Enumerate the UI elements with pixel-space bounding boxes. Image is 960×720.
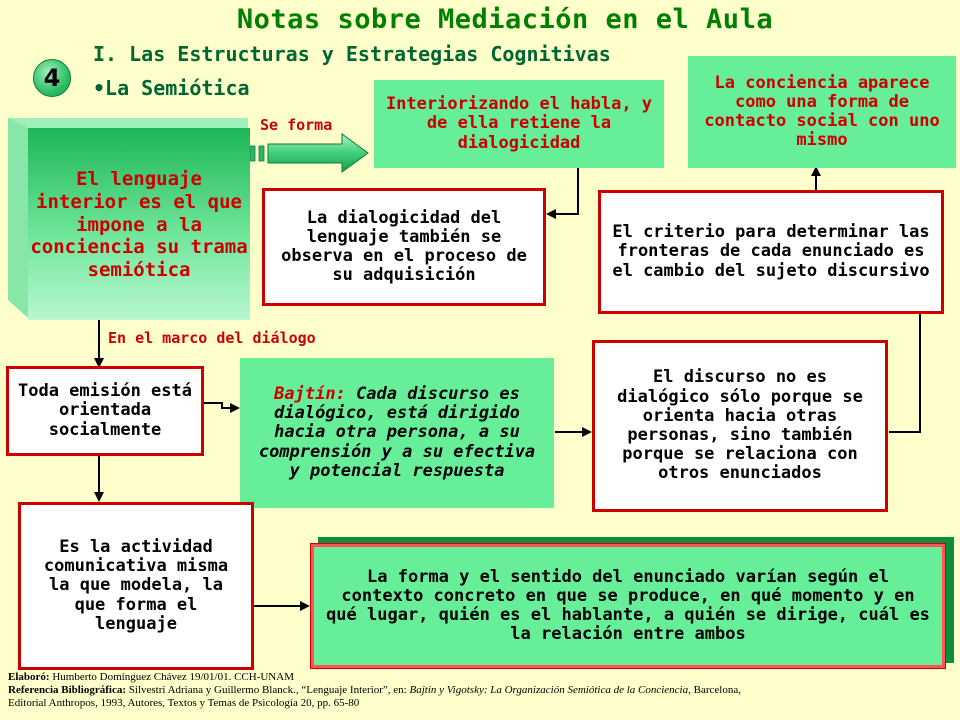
- forma-sentido-box: La forma y el sentido del enunciado varían según el contexto concreto en que se produce, en qué momento y en qué lugar, quién es el hablante, a quién se dirige, cuál es la relación entre ambos: [310, 543, 946, 669]
- footer-referencia-label: Referencia Bibliográfica:: [8, 684, 127, 696]
- se-forma-arrow: [250, 134, 368, 172]
- connector-discurso-criterio: [889, 306, 920, 432]
- footer-referencia-end: , Barcelona,: [688, 684, 741, 696]
- footer-elaboro-text: Humberto Domínguez Chávez 19/01/01. CCH-UNAM: [49, 671, 294, 683]
- footer-referencia-text: Silvestri Adriana y Guillermo Blanck., “Lenguaje Interior”, en:: [126, 684, 410, 696]
- connector-interiorizando-dialogicidad: [548, 168, 578, 214]
- criterio-box: El criterio para determinar las fronteras de cada enunciado es el cambio del sujeto discursivo: [598, 190, 944, 314]
- footer-line3: Editorial Anthropos, 1993, Autores, Textos y Temas de Psicología 20, pp. 65-80: [8, 697, 360, 709]
- se-forma-label: Se forma: [260, 116, 333, 134]
- discurso-dialogico-box: El discurso no es dialógico sólo porque se orienta hacia otras personas, sino también porque se relaciona con otros enunciados: [592, 340, 888, 512]
- footer-referencia-title: Bajtin y Vigotsky: La Organización Semiótica de la Conciencia: [409, 684, 689, 696]
- actividad-comunicativa-box: Es la actividad comunicativa misma la que modela, la que forma el lenguaje: [18, 502, 254, 670]
- footer-referencia: [8, 684, 741, 697]
- conciencia-contacto-box: La conciencia aparece como una forma de contacto social con uno mismo: [688, 56, 956, 168]
- lenguaje-interior-text: El lenguaje interior es el que impone a la conciencia su trama semiótica: [30, 168, 248, 282]
- marco-dialogo-label: En el marco del diálogo: [108, 329, 316, 347]
- slide-number-badge: 4: [33, 59, 71, 97]
- lenguaje-interior-block: [8, 118, 250, 320]
- bajtin-box: [240, 358, 554, 508]
- subsection-heading: •La Semiótica: [93, 76, 250, 100]
- connector-emision-bajtin: [204, 403, 238, 408]
- section-heading: I. Las Estructuras y Estrategias Cognitivas: [93, 42, 611, 66]
- bajtin-text: Cada discurso es dialógico, está dirigido hacia otra persona, a su comprensión y a su efectiva y potencial respuesta: [258, 383, 536, 481]
- dialogicidad-box: La dialogicidad del lenguaje también se observa en el proceso de su adquisición: [262, 188, 546, 306]
- footer-elaboro-label: Elaboró:: [8, 671, 50, 683]
- page-title: Notas sobre Mediación en el Aula: [236, 4, 774, 35]
- bajtin-name: Bajtín:: [274, 383, 346, 404]
- footer-elaboro: [8, 671, 294, 684]
- toda-emision-box: Toda emisión está orientada socialmente: [6, 366, 204, 456]
- interiorizando-box: Interiorizando el habla, y de ella retiene la dialogicidad: [374, 80, 664, 168]
